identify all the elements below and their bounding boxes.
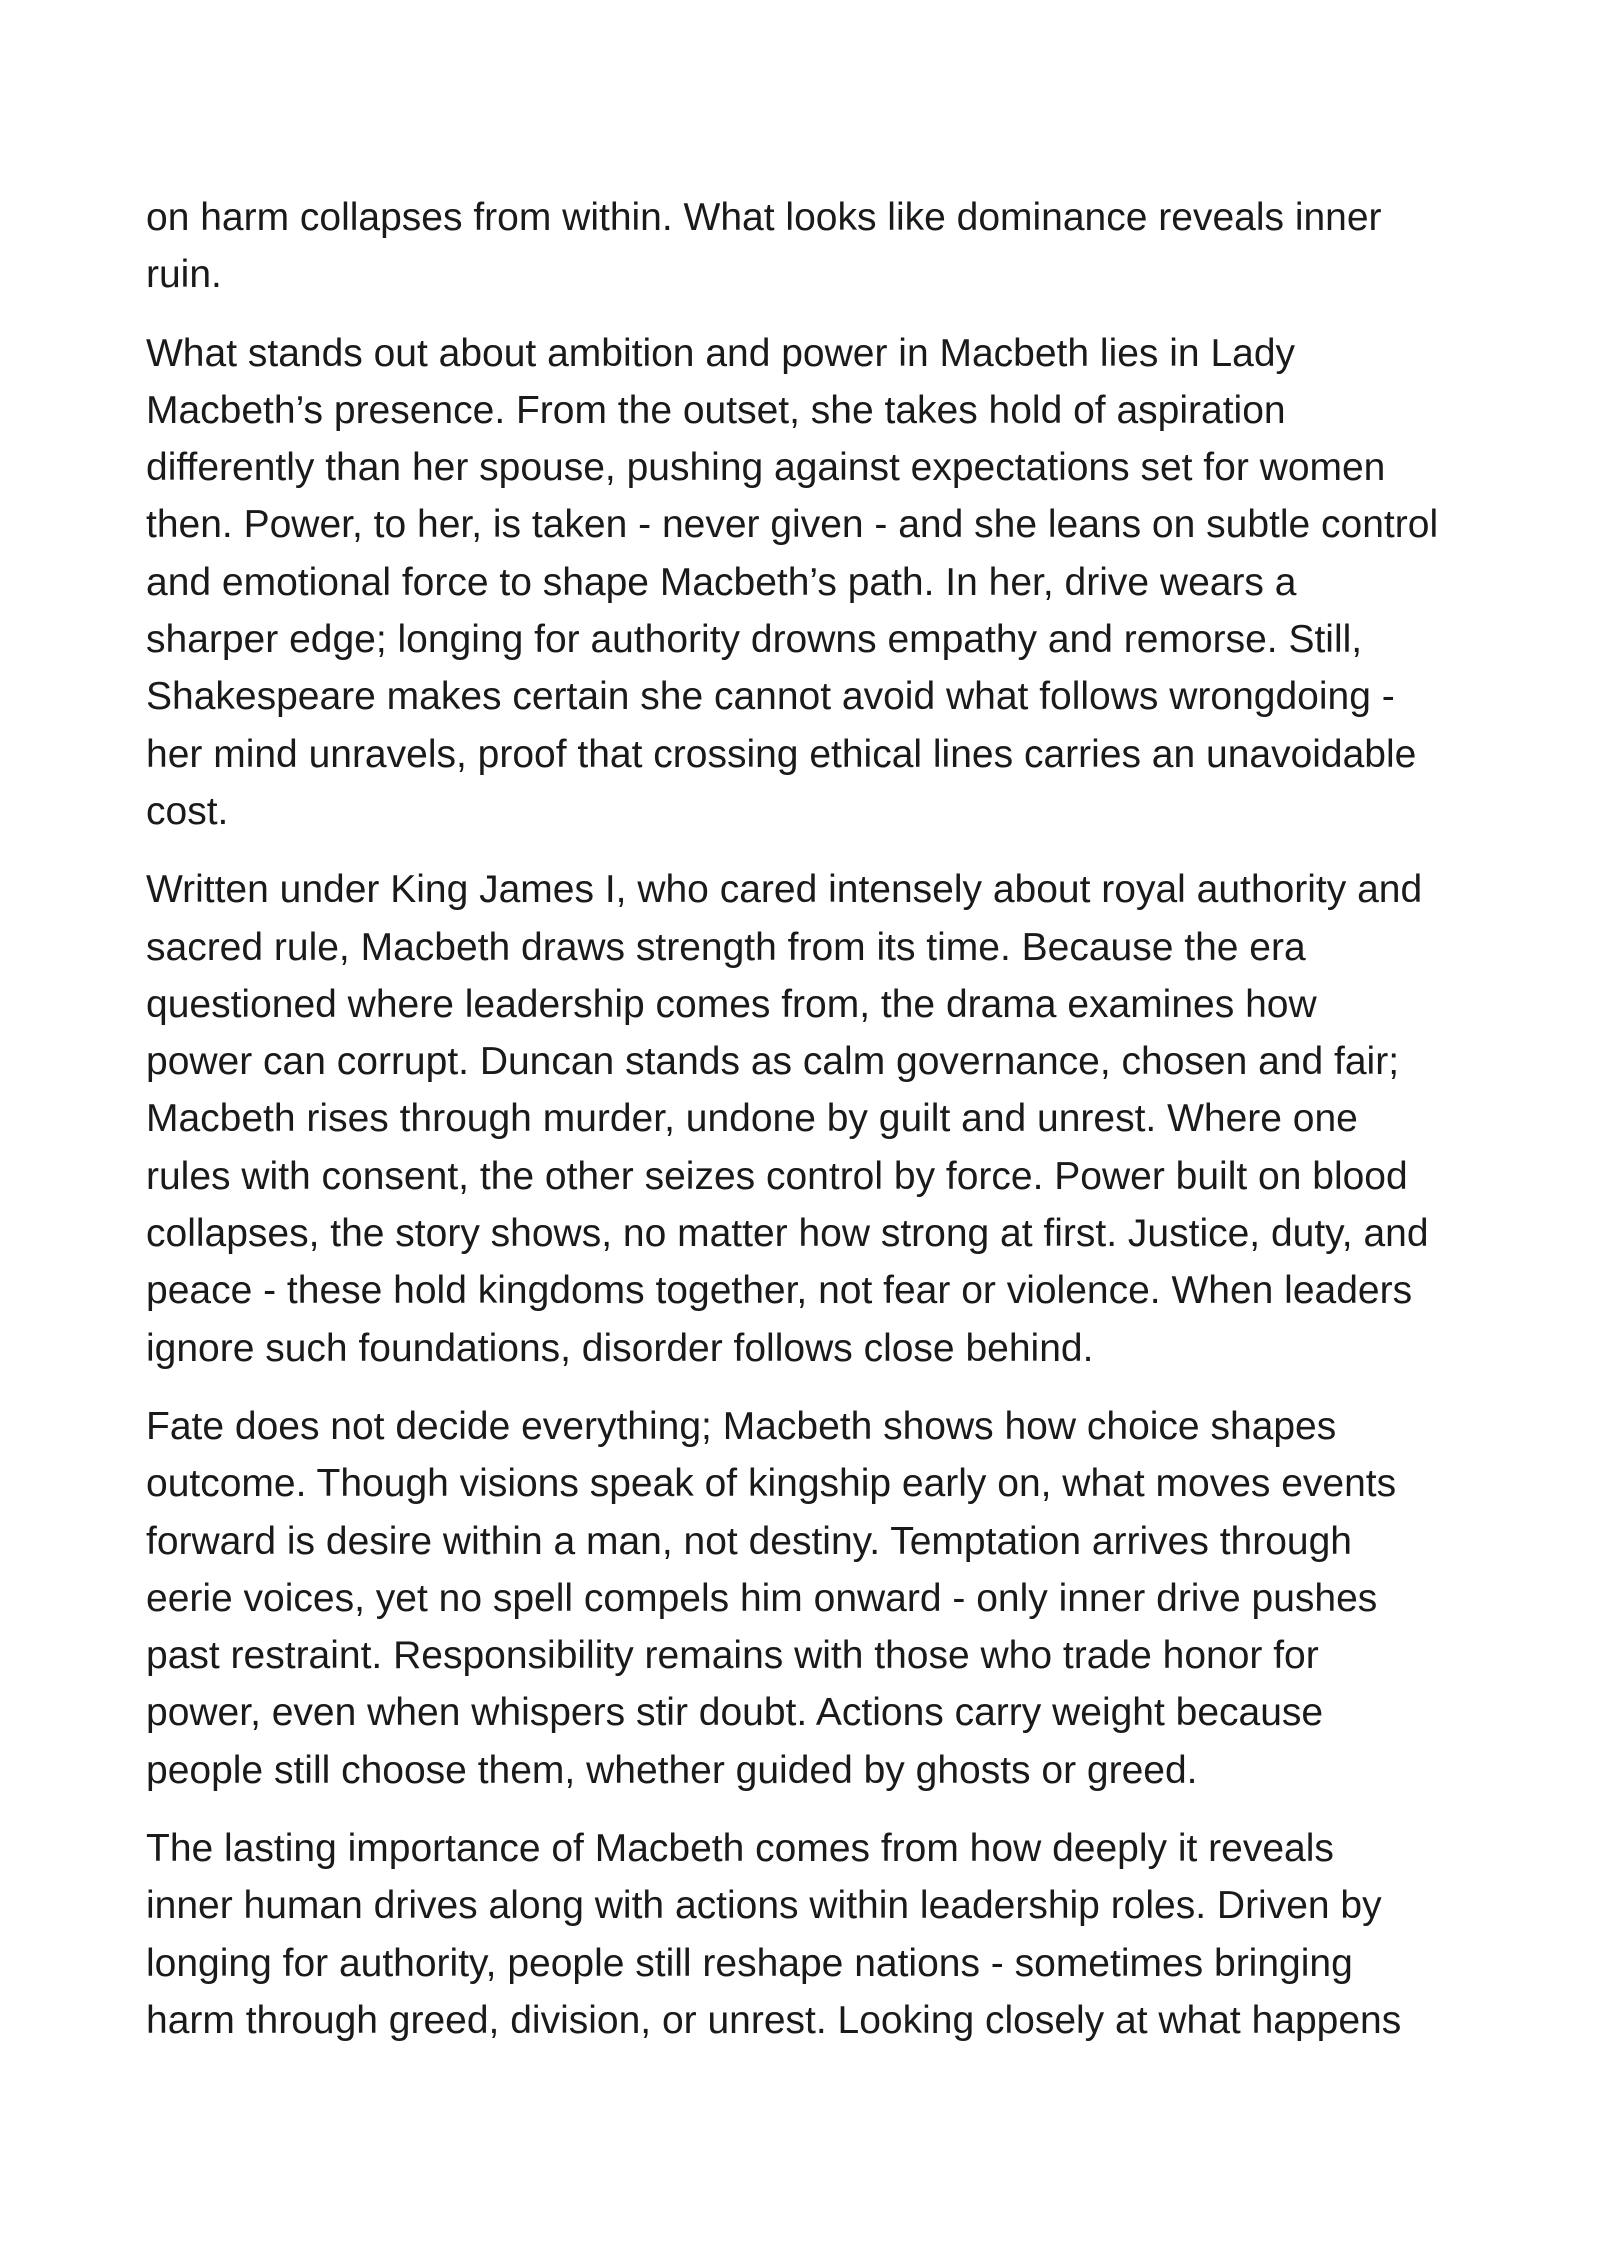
text-line: then. Power, to her, is taken - never given - and she leans on subtle control	[146, 503, 1439, 547]
text-line: and emotional force to shape Macbeth’s path. In her, drive wears a	[146, 560, 1297, 604]
text-line: Written under King James I, who cared intensely about royal authority and	[146, 868, 1423, 912]
text-line: ignore such foundations, disorder follows close behind.	[146, 1326, 1094, 1370]
paragraph-1	[146, 189, 1476, 304]
text-line: Macbeth’s presence. From the outset, she takes hold of aspiration	[146, 388, 1286, 432]
document-body	[146, 189, 1476, 2070]
text-line: longing for authority, people still reshape nations - sometimes bringing	[146, 1941, 1353, 1985]
text-line: power, even when whispers stir doubt. Actions carry weight because	[146, 1691, 1324, 1735]
text-line: rules with consent, the other seizes control by force. Power built on blood	[146, 1154, 1408, 1198]
text-line: people still choose them, whether guided by ghosts or greed.	[146, 1748, 1198, 1792]
text-line: her mind unravels, proof that crossing ethical lines carries an unavoidable	[146, 732, 1417, 776]
paragraph-5	[146, 1820, 1476, 2049]
text-line: eerie voices, yet no spell compels him onward - only inner drive pushes	[146, 1576, 1378, 1620]
text-line: Macbeth rises through murder, undone by guilt and unrest. Where one	[146, 1097, 1358, 1141]
text-line: forward is desire within a man, not destiny. Temptation arrives through	[146, 1519, 1352, 1563]
text-line: collapses, the story shows, no matter how strong at first. Justice, duty, and	[146, 1212, 1429, 1256]
text-line: Shakespeare makes certain she cannot avoid what follows wrongdoing -	[146, 675, 1395, 719]
text-line: What stands out about ambition and power in Macbeth lies in Lady	[146, 331, 1296, 375]
text-line: ruin.	[146, 253, 222, 297]
text-line: The lasting importance of Macbeth comes from how deeply it reveals	[146, 1827, 1334, 1871]
paragraph-3	[146, 861, 1476, 1377]
paragraph-2	[146, 325, 1476, 841]
text-line: sharper edge; longing for authority drowns empathy and remorse. Still,	[146, 618, 1363, 662]
paragraph-4	[146, 1398, 1476, 1799]
text-line: questioned where leadership comes from, the drama examines how	[146, 982, 1317, 1026]
text-line: peace - these hold kingdoms together, not fear or violence. When leaders	[146, 1269, 1413, 1313]
text-line: on harm collapses from within. What looks like dominance reveals inner	[146, 196, 1382, 239]
text-line: past restraint. Responsibility remains with those who trade honor for	[146, 1634, 1319, 1678]
text-line: outcome. Though visions speak of kingship early on, what moves events	[146, 1462, 1397, 1506]
text-line: power can corrupt. Duncan stands as calm governance, chosen and fair;	[146, 1040, 1400, 1084]
text-line: cost.	[146, 789, 229, 833]
text-line: differently than her spouse, pushing against expectations set for women	[146, 446, 1386, 490]
text-line: sacred rule, Macbeth draws strength from its time. Because the era	[146, 925, 1306, 969]
text-line: harm through greed, division, or unrest. Looking closely at what happens	[146, 1998, 1402, 2042]
text-line: Fate does not decide everything; Macbeth shows how choice shapes	[146, 1404, 1337, 1448]
text-line: inner human drives along with actions within leadership roles. Driven by	[146, 1884, 1382, 1928]
